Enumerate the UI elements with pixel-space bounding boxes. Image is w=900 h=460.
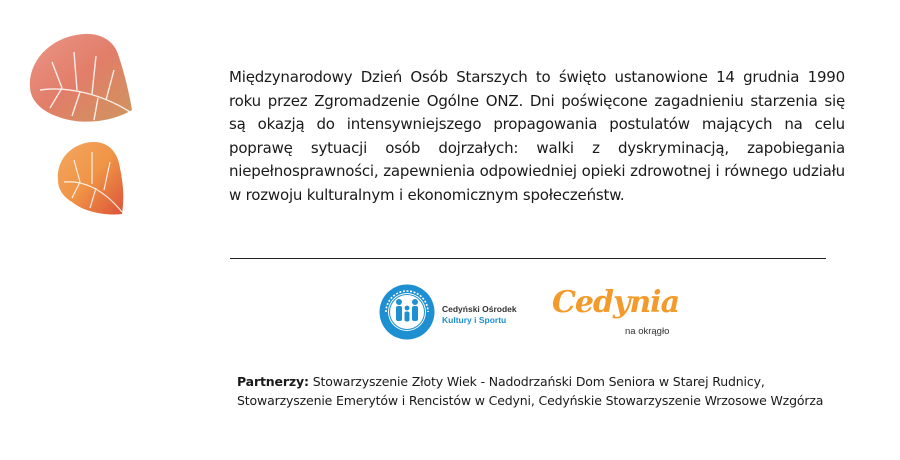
autumn-leaf-large-icon	[22, 28, 134, 128]
cok-emblem-icon	[378, 283, 436, 341]
partners-line2: Stowarzyszenie Emerytów i Rencistów w Cedyni, Cedyńskie Stowarzyszenie Wrzosowe Wzgórza	[237, 392, 824, 408]
cedynia-wordmark: Cedynia	[552, 285, 680, 320]
partners-line1: Stowarzyszenie Złoty Wiek - Nadodrzański Dom Seniora w Starej Rudnicy,	[312, 374, 765, 389]
autumn-leaf-small-icon	[52, 136, 130, 218]
cok-line1: Cedyński Ośrodek	[442, 304, 517, 314]
partners-text	[237, 373, 857, 410]
divider	[230, 258, 826, 259]
decorative-leaves	[22, 28, 142, 218]
cedynia-tagline: na okrągło	[625, 326, 670, 337]
logo-cedynia	[552, 285, 680, 345]
partners-label: Partnerzy:	[237, 374, 309, 389]
intro-paragraph: Międzynarodowy Dzień Osób Starszych to święto ustanowione 14 grudnia 1990 roku przez Zgromadzenie Ogólne ONZ. Dni poświęcone zagadnieniu starzenia się są okazją do intensywniejszego propagowania postulatów mających na celu poprawę sytuacji osób dojrzałych: walki z dyskryminacją, zapobiegania niepełnosprawności, zapewnienia odpowiedniej opieki zdrowotnej i równego udziału w rozwoju kulturalnym i ekonomicznym społeczeństw.	[229, 68, 845, 204]
cok-text	[442, 304, 517, 326]
cok-line2: Kultury i Sportu	[442, 315, 507, 325]
logo-cedynski-osrodek-kultury	[378, 283, 518, 343]
